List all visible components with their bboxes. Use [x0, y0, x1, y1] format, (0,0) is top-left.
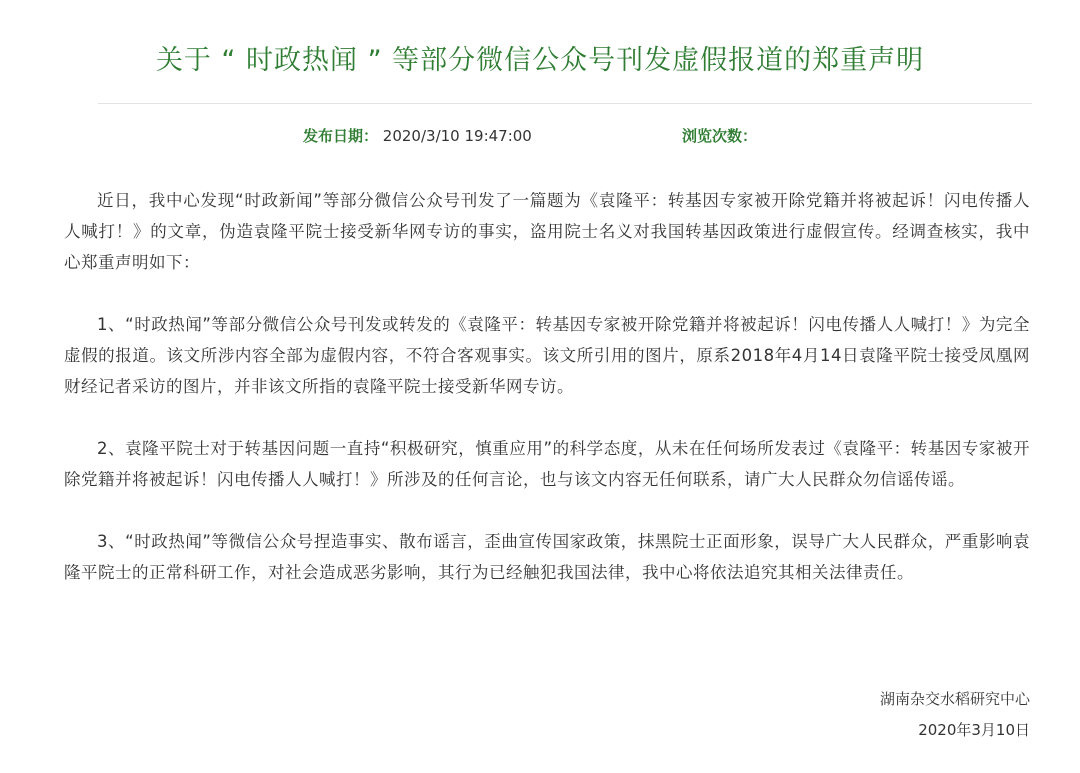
statement-item-2: 2、袁隆平院士对于转基因问题一直持“积极研究，慎重应用”的科学态度，从未在任何场所发表过《袁隆平：转基因专家被开除党籍并将被起诉！闪电传播人人喊打！》所涉及的任何言论，也与该文内容无任何联系，请广大人民群众勿信谣传谣。 [64, 439, 1030, 489]
article-body [64, 185, 1030, 619]
page-title: 关于 “ 时政热闻 ” 等部分微信公众号刊发虚假报道的郑重声明 [155, 45, 925, 76]
intro-paragraph: 近日，我中心发现“时政新闻”等部分微信公众号刊发了一篇题为《袁隆平：转基因专家被开除党籍并将被起诉！闪电传播人人喊打！》的文章，伪造袁隆平院士接受新华网专访的事实，盗用院士名义对我国转基因政策进行虚假宣传。经调查核实，我中心郑重声明如下： [64, 191, 1030, 272]
view-count-label: 浏览次数： [682, 127, 758, 145]
statement-item-1: 1、“时政热闻”等部分微信公众号刊发或转发的《袁隆平：转基因专家被开除党籍并将被起诉！闪电传播人人喊打！》为完全虚假的报道。该文所涉内容全部为虚假内容，不符合客观事实。该文所引用的图片，原系2018年4月14日袁隆平院士接受凤凰网财经记者采访的图片，并非该文所指的袁隆平院士接受新华网专访。 [64, 315, 1030, 396]
publish-date-label: 发布日期： [303, 127, 379, 145]
signature-date: 2020年3月10日 [918, 721, 1030, 739]
publish-date [303, 122, 532, 150]
title-divider [98, 103, 1032, 104]
publish-date-value: 2020/3/10 19:47:00 [382, 127, 532, 145]
statement-item-3: 3、“时政热闻”等微信公众号捏造事实、散布谣言，歪曲宣传国家政策，抹黑院士正面形象，误导广大人民群众，严重影响袁隆平院士的正常科研工作，对社会造成恶劣影响，其行为已经触犯我国法律，我中心将依法追究其相关法律责任。 [64, 532, 1030, 582]
view-count [682, 122, 757, 150]
signature-organization: 湖南杂交水稻研究中心 [879, 690, 1030, 708]
